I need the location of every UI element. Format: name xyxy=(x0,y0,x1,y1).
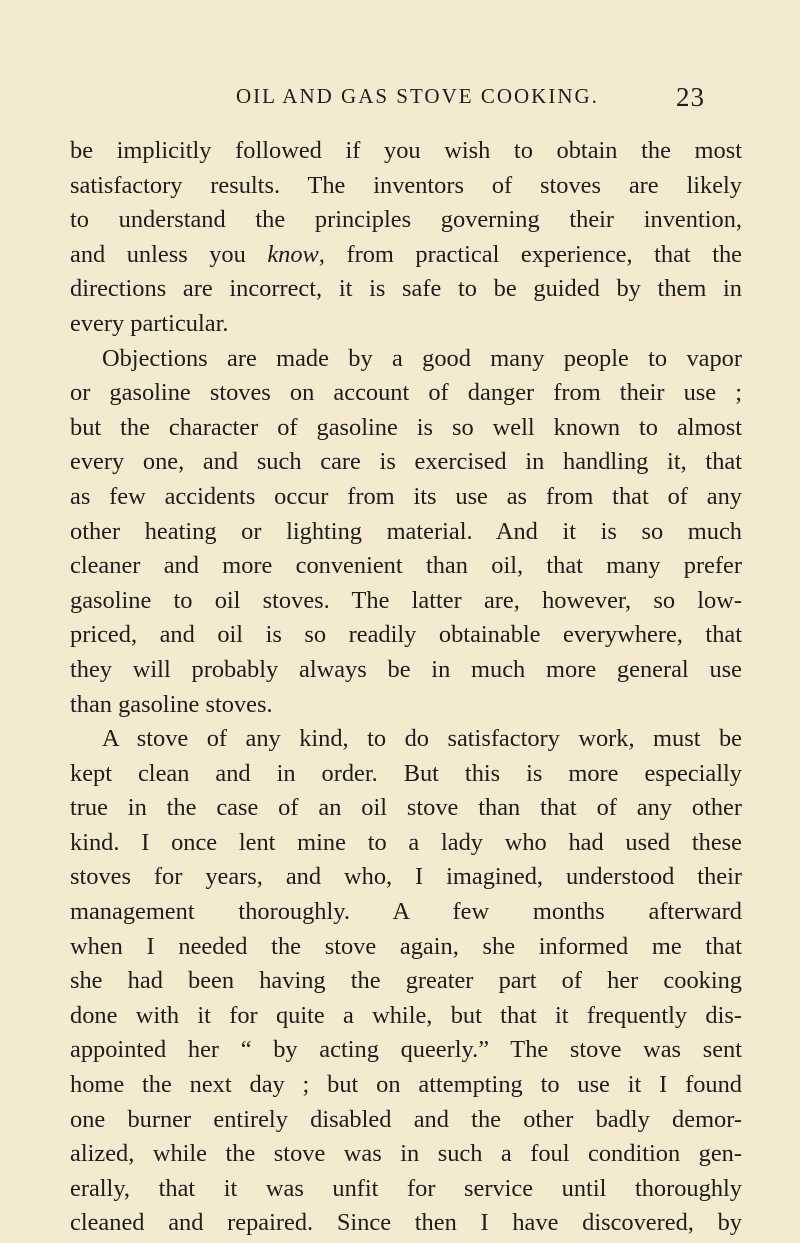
text-line: priced, and oil is so readily obtainable everywhere, that xyxy=(70,621,742,649)
text-line: as few accidents occur from its use as from that of any xyxy=(70,482,742,510)
paragraph-last-line: every particular. xyxy=(70,309,229,337)
text-segment: and unless you xyxy=(70,240,268,268)
text-line: management thoroughly. A few months afterward xyxy=(70,898,742,926)
text-line: stoves for years, and who, I imagined, understood their xyxy=(70,863,742,891)
running-head-title: OIL AND GAS STOVE COOKING. xyxy=(236,84,599,108)
text-line: directions are incorrect, it is safe to be guided by them in xyxy=(70,275,742,303)
paragraph-first-line: A stove of any kind, to do satisfactory work, must be xyxy=(102,725,742,753)
text-line: done with it for quite a while, but that it frequently dis- xyxy=(70,1001,742,1029)
running-head xyxy=(0,84,800,116)
paragraph-first-line: Objections are made by a good many people to vapor xyxy=(102,344,742,372)
text-line: true in the case of an oil stove than that of any other xyxy=(70,794,742,822)
text-line: satisfactory results. The inventors of stoves are likely xyxy=(70,171,742,199)
text-line: when I needed the stove again, she informed me that xyxy=(70,932,742,960)
text-line: gasoline to oil stoves. The latter are, however, so low- xyxy=(70,586,742,614)
text-line: to understand the principles governing their invention, xyxy=(70,206,742,234)
text-line: they will probably always be in much more general use xyxy=(70,655,742,683)
text-line: kind. I once lent mine to a lady who had used these xyxy=(70,828,742,856)
text-line: one burner entirely disabled and the other badly demor- xyxy=(70,1105,742,1133)
text-line: alized, while the stove was in such a foul condition gen- xyxy=(70,1140,742,1168)
text-line xyxy=(70,238,742,273)
text-line: appointed her “ by acting queerly.” The stove was sent xyxy=(70,1036,742,1064)
text-line: every one, and such care is exercised in handling it, that xyxy=(70,448,742,476)
text-line: be implicitly followed if you wish to obtain the most xyxy=(70,137,742,164)
text-line: home the next day ; but on attempting to use it I found xyxy=(70,1071,742,1099)
text-line: cleaner and more convenient than oil, that many prefer xyxy=(70,552,742,580)
text-line: other heating or lighting material. And it is so much xyxy=(70,517,742,545)
text-line: kept clean and in order. But this is more especially xyxy=(70,759,742,787)
page-number: 23 xyxy=(676,82,705,112)
text-line: but the character of gasoline is so well known to almost xyxy=(70,413,742,441)
text-line: erally, that it was unfit for service until thoroughly xyxy=(70,1174,742,1202)
text-line: she had been having the greater part of her cooking xyxy=(70,967,742,995)
text-line: or gasoline stoves on account of danger from their use ; xyxy=(70,379,742,407)
body-text xyxy=(70,134,742,1241)
text-line: cleaned and repaired. Since then I have discovered, by xyxy=(70,1209,742,1237)
paragraph-last-line: than gasoline stoves. xyxy=(70,690,273,718)
emphasized-word: know xyxy=(267,240,319,268)
text-segment: , from practical experience, that the xyxy=(318,240,742,268)
